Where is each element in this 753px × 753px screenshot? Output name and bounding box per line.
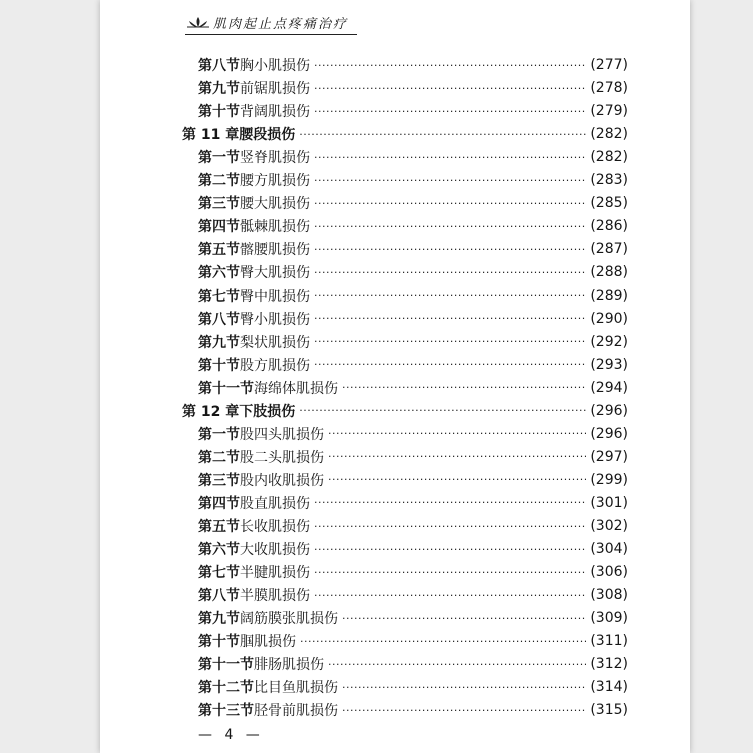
toc-page-number: (308) [590,587,628,604]
toc-section-row [198,585,628,605]
toc-page-number: (282) [590,149,628,166]
toc-title: 股方肌损伤 [240,357,310,374]
toc-number: 第十一节 [198,380,254,397]
toc-leader-dots [342,381,586,394]
toc-section-row [198,562,628,582]
toc-leader-dots [314,335,586,348]
toc-section-row [198,677,628,697]
toc-section-row [198,78,628,98]
toc-page-number: (294) [590,379,628,396]
toc-title: 骶棘肌损伤 [240,219,310,236]
toc-title: 胫骨前肌损伤 [254,703,338,720]
toc-title: 腓肠肌损伤 [254,657,324,674]
toc-leader-dots [314,243,586,256]
toc-page-number: (283) [590,172,628,189]
toc-page-number: (287) [590,241,628,258]
toc-number: 第 12 章 [182,403,240,420]
toc-section-row [198,447,628,467]
toc-page-number: (304) [590,541,628,558]
toc-number: 第六节 [198,265,240,282]
toc-number: 第七节 [198,288,240,305]
toc-number: 第十节 [198,357,240,374]
toc-page-number: (306) [590,564,628,581]
toc-leader-dots [314,59,586,72]
toc-section-row [198,355,628,375]
toc-page-number: (290) [590,310,628,327]
toc-chapter-row [182,401,628,421]
toc-title: 股四头肌损伤 [240,426,324,443]
toc-leader-dots [314,82,586,95]
toc-leader-dots [328,473,586,486]
toc-title: 髂腰肌损伤 [240,242,310,259]
toc-section-row [198,55,628,75]
toc-leader-dots [299,128,586,141]
toc-number: 第三节 [198,472,240,489]
toc-section-row [198,378,628,398]
toc-section-row [198,332,628,352]
toc-number: 第一节 [198,426,240,443]
toc-page-number: (278) [590,80,628,97]
toc-page-number: (277) [590,57,628,73]
toc-page-number: (282) [590,126,628,143]
toc-number: 第十一节 [198,657,254,674]
toc-title: 长收肌损伤 [240,519,310,535]
toc-leader-dots [314,220,586,233]
toc-chapter-row [182,124,628,144]
toc-leader-dots [314,496,586,509]
toc-section-row [198,101,628,121]
toc-number: 第九节 [198,334,240,351]
toc-number: 第三节 [198,196,240,213]
toc-title: 胸小肌损伤 [240,58,310,74]
toc-number: 第五节 [198,519,240,535]
toc-section-row [198,700,628,720]
toc-section-row [198,654,628,674]
toc-page-number: (297) [590,448,628,465]
toc-section-row [198,608,628,628]
toc-section-row [198,470,628,490]
toc-leader-dots [342,681,586,694]
toc-page-number: (292) [590,333,628,350]
toc-section-row [198,239,628,259]
page-number: — 4 — [198,727,264,743]
toc-number: 第五节 [198,242,240,259]
toc-number: 第六节 [198,542,240,559]
toc-title: 臀小肌损伤 [240,311,310,328]
toc-leader-dots [328,450,586,463]
toc-page-number: (293) [590,356,628,373]
toc-section-row [198,286,628,306]
toc-section-row [198,516,628,536]
toc-section-row [198,631,628,651]
toc-number: 第九节 [198,81,240,98]
toc-section-row [198,539,628,559]
toc-number: 第十二节 [198,680,254,697]
toc-leader-dots [314,151,586,164]
toc-section-row [198,193,628,213]
toc-leader-dots [314,520,586,533]
toc-leader-dots [328,658,586,671]
toc-page-number: (289) [590,287,628,304]
toc-number: 第二节 [198,449,240,466]
toc-number: 第四节 [198,495,240,512]
toc-leader-dots [342,704,586,717]
toc-leader-dots [314,589,586,602]
toc-number: 第八节 [198,58,240,74]
toc-leader-dots [314,289,586,302]
toc-page-number: (314) [590,679,628,696]
toc-title: 海绵体肌损伤 [254,380,338,397]
toc-title: 股二头肌损伤 [240,449,324,466]
toc-number: 第十三节 [198,703,254,720]
toc-page-number: (302) [590,518,628,534]
toc-title: 腘肌损伤 [240,634,296,651]
toc-page-number: (299) [590,471,628,488]
toc-number: 第一节 [198,150,240,167]
toc-page-number: (315) [590,702,628,719]
toc-number: 第八节 [198,588,240,605]
toc-page-number: (279) [590,103,628,120]
toc-title: 腰方肌损伤 [240,173,310,190]
toc-title: 阔筋膜张肌损伤 [240,611,338,628]
toc-leader-dots [314,105,586,118]
toc-title: 比目鱼肌损伤 [254,680,338,697]
toc-leader-dots [328,427,586,440]
toc-title: 下肢损伤 [239,403,296,420]
toc-title: 股内收肌损伤 [240,472,324,489]
toc-leader-dots [314,312,586,325]
toc-number: 第七节 [198,565,240,582]
toc-page-number: (286) [590,218,628,235]
toc-number: 第十节 [198,104,240,121]
toc-title: 腰段损伤 [239,127,296,144]
toc-leader-dots [314,358,586,371]
toc-number: 第九节 [198,611,240,628]
toc-number: 第十节 [198,634,240,651]
toc-title: 臀大肌损伤 [240,265,310,282]
toc-page-number: (296) [590,425,628,442]
toc-section-row [198,147,628,167]
toc-number: 第二节 [198,173,240,190]
toc-title: 腰大肌损伤 [240,196,310,213]
toc-leader-dots [300,635,586,648]
toc-leader-dots [314,197,586,210]
toc-section-row [198,262,628,282]
toc-title: 半腱肌损伤 [240,565,310,582]
toc-section-row [198,493,628,513]
header-title: 肌肉起止点疼痛治疗 [213,16,349,32]
toc-page-number: (312) [590,656,628,673]
toc-page-number: (288) [590,264,628,281]
toc-leader-dots [314,174,586,187]
toc-title: 竖脊肌损伤 [240,150,310,167]
toc-page-number: (311) [590,633,628,650]
toc-page-number: (285) [590,195,628,212]
toc-leader-dots [314,566,586,579]
toc-page-number: (309) [590,610,628,627]
toc-page-number: (301) [590,494,628,511]
toc-number: 第四节 [198,219,240,236]
toc-title: 梨状肌损伤 [240,334,310,351]
toc-section-row [198,216,628,236]
toc-title: 半膜肌损伤 [240,588,310,605]
toc-section-row [198,424,628,444]
toc-page-number: (296) [590,402,628,419]
toc-title: 大收肌损伤 [240,542,310,559]
toc-title: 臀中肌损伤 [240,288,310,305]
toc-leader-dots [299,404,586,417]
toc-title: 背阔肌损伤 [240,104,310,121]
toc-leader-dots [342,612,586,625]
toc-title: 前锯肌损伤 [240,81,310,98]
toc-section-row [198,309,628,329]
toc-leader-dots [314,266,586,279]
toc-section-row [198,170,628,190]
toc-number: 第 11 章 [182,127,240,144]
toc-number: 第八节 [198,311,240,328]
toc-leader-dots [314,543,586,556]
toc-title: 股直肌损伤 [240,495,310,512]
